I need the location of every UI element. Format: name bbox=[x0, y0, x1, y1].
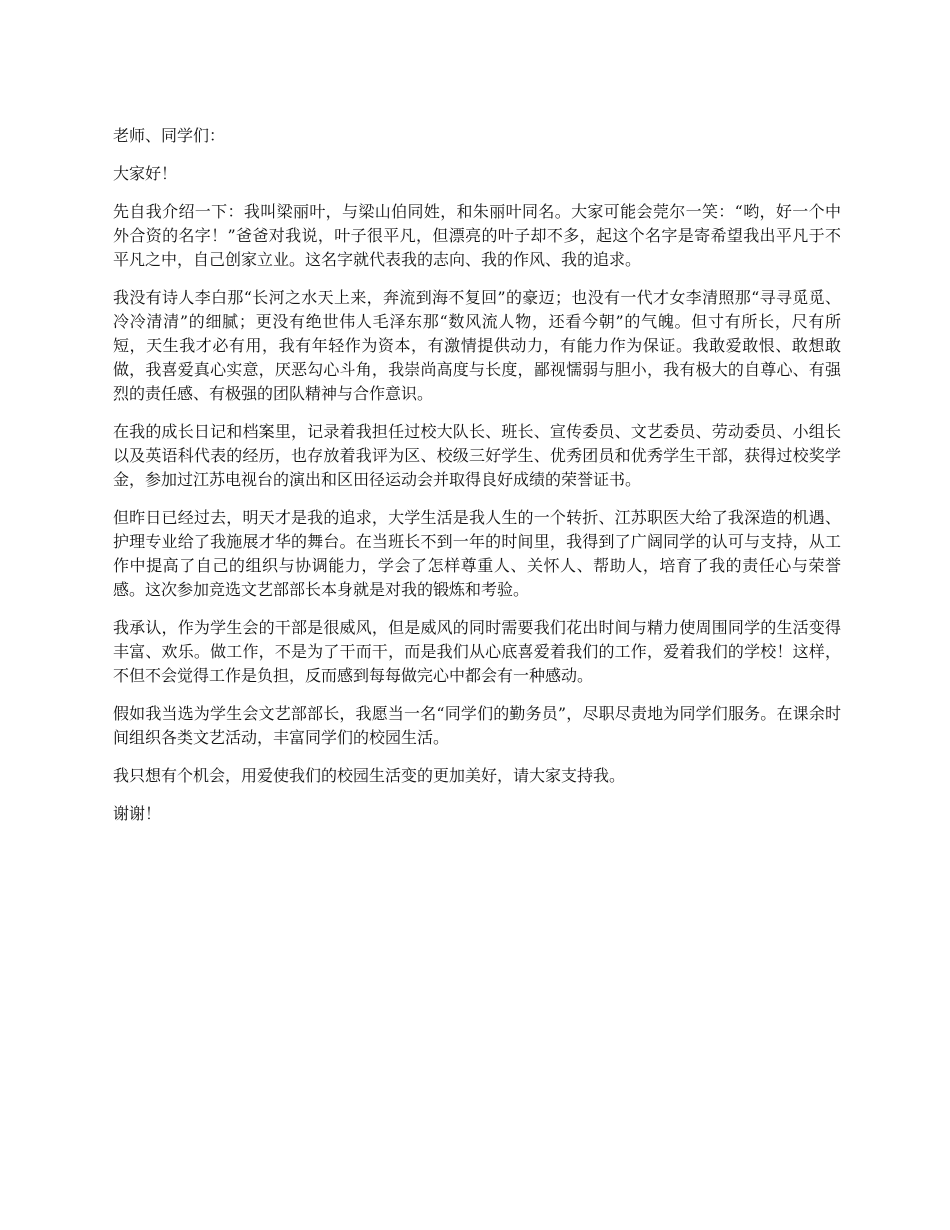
paragraph-introduction: 先自我介绍一下：我叫梁丽叶，与梁山伯同姓，和朱丽叶同名。大家可能会莞尔一笑：“哟，好一个中外合资的名字！”爸爸对我说，叶子很平凡，但漂亮的叶子却不多，起这个名字是寄希望我出平凡于不平凡之中，自己创家立业。这名字就代表我的志向、我的作风、我的追求。 bbox=[113, 202, 841, 269]
paragraph-experience: 在我的成长日记和档案里，记录着我担任过校大队长、班长、宣传委员、文艺委员、劳动委员、小组长以及英语科代表的经历，也存放着我评为区、校级三好学生、优秀团员和优秀学生干部，获得过校奖学金，参加过江苏电视台的演出和区田径运动会并取得良好成绩的荣誉证书。 bbox=[113, 422, 841, 489]
paragraph-appeal: 我只想有个机会，用爱使我们的校园生活变的更加美好，请大家支持我。 bbox=[113, 766, 626, 785]
salutation: 老师、同学们： bbox=[113, 126, 226, 145]
paragraph-character: 我没有诗人李白那“长河之水天上来，奔流到海不复回”的豪迈；也没有一代才女李清照那“寻寻觅觅、冷冷清清”的细腻；更没有绝世伟人毛泽东那“数风流人物，还看今朝”的气魄。但寸有所长，尺有所短，天生我才必有用，我有年轻作为资本，有激情提供动力，有能力作为保证。我敢爱敢恨、敢想敢做，我喜爱真心实意，厌恶勾心斗角，我崇尚高度与长度，鄙视懦弱与胆小，我有极大的自尊心、有强烈的责任感、有极强的团队精神与合作意识。 bbox=[113, 288, 841, 403]
paragraph-university: 但昨日已经过去，明天才是我的追求，大学生活是我人生的一个转折、江苏职医大给了我深造的机遇、护理专业给了我施展才华的舞台。在当班长不到一年的时间里，我得到了广阔同学的认可与支持，从工作中提高了自己的组织与协调能力，学会了怎样尊重人、关怀人、帮助人，培育了我的责任心与荣誉感。这次参加竞选文艺部部长本身就是对我的锻炼和考验。 bbox=[113, 508, 841, 599]
document-body bbox=[113, 124, 841, 840]
closing-thanks: 谢谢！ bbox=[113, 804, 162, 823]
paragraph-pledge: 假如我当选为学生会文艺部部长，我愿当一名“同学们的勤务员”，尽职尽责地为同学们服务。在课余时间组织各类文艺活动，丰富同学们的校园生活。 bbox=[113, 704, 841, 747]
greeting: 大家好！ bbox=[113, 164, 178, 183]
paragraph-commitment: 我承认，作为学生会的干部是很威风，但是威风的同时需要我们花出时间与精力使周围同学的生活变得丰富、欢乐。做工作，不是为了干而干，而是我们从心底喜爱着我们的工作，爱着我们的学校！这样，不但不会觉得工作是负担，反而感到每每做完心中都会有一种感动。 bbox=[113, 618, 841, 685]
